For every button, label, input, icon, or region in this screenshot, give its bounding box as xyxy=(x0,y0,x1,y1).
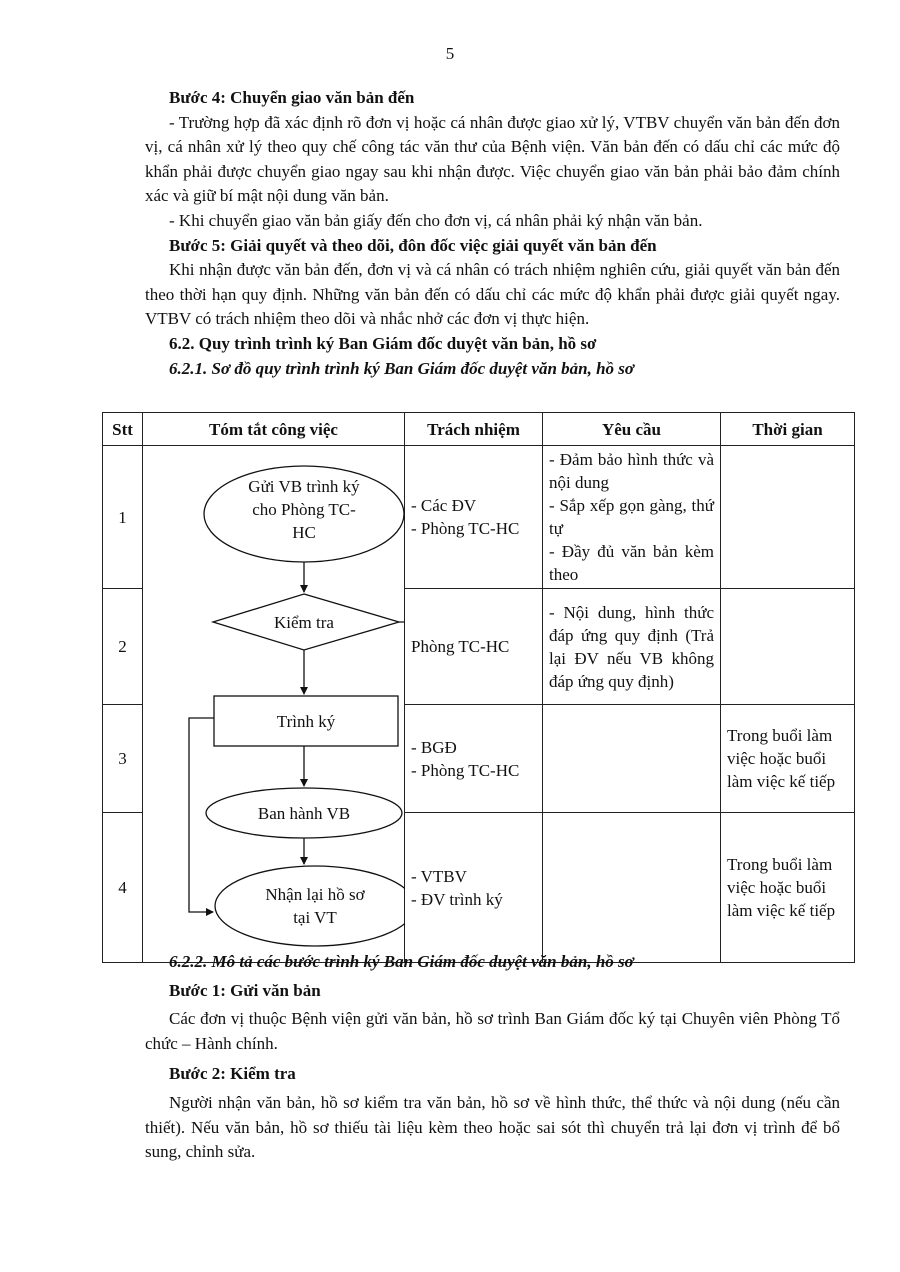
row-4-responsibility xyxy=(405,813,543,963)
step2-paragraph-1: Người nhận văn bản, hồ sơ kiểm tra văn bản, hồ sơ về hình thức, thể thức và nội dung (nếu cần thiết). Nếu văn bản, hồ sơ thiếu tài liệu kèm theo hoặc sai sót thì chuyển trả lại đơn vị trình để bổ sung, chỉnh sửa. xyxy=(145,1092,840,1162)
step1-heading: Bước 1: Gửi văn bản xyxy=(169,980,321,1000)
node-5-line-2: tại VT xyxy=(293,908,337,927)
node-1-line-2: cho Phòng TC- xyxy=(252,500,356,519)
header-requirements: Yêu cầu xyxy=(543,413,721,446)
step5-heading: Bước 5: Giải quyết và theo dõi, đôn đốc việc giải quyết văn bản đến xyxy=(169,235,657,255)
row-2-stt: 2 xyxy=(103,589,143,705)
procedure-table xyxy=(102,412,854,944)
node-5-line-1: Nhận lại hồ sơ xyxy=(265,885,365,904)
page-number: 5 xyxy=(445,44,455,63)
row-3-responsibility xyxy=(405,705,543,813)
return-loop-arrow xyxy=(399,516,405,622)
receive-file-node xyxy=(215,866,405,946)
row-3-resp-2: - Phòng TC-HC xyxy=(411,760,520,780)
flowchart-cell xyxy=(143,446,405,963)
row-3-time: Trong buổi làm việc hoặc buổi làm việc kế tiếp xyxy=(721,705,855,813)
upper-text xyxy=(145,86,840,381)
node-1-line-3: HC xyxy=(292,523,316,542)
row-1-resp-1: - Các ĐV xyxy=(411,496,477,515)
header-responsibility: Trách nhiệm xyxy=(405,413,543,446)
side-path-arrow xyxy=(189,718,214,912)
section-6-2-1-heading: 6.2.1. Sơ đồ quy trình trình ký Ban Giám đốc duyệt văn bản, hồ sơ xyxy=(169,358,635,378)
row-4-stt: 4 xyxy=(103,813,143,963)
row-4-resp-2: - ĐV trình ký xyxy=(411,889,503,909)
flowchart xyxy=(143,446,405,948)
node-2-label: Kiểm tra xyxy=(274,613,334,632)
row-2-responsibility xyxy=(405,589,543,705)
lower-text xyxy=(145,950,840,1165)
node-4-label: Ban hành VB xyxy=(257,804,351,823)
header-stt: Stt xyxy=(103,413,143,446)
table-row xyxy=(103,446,855,589)
row-4-resp-1: - VTBV xyxy=(411,866,467,886)
node-3-label: Trình ký xyxy=(276,712,336,731)
row-2-requirements: - Nội dung, hình thức đáp ứng quy định (Trả lại ĐV nếu VB không đáp ứng quy định) xyxy=(543,589,721,705)
row-2-time xyxy=(721,589,855,705)
row-1-resp-2: - Phòng TC-HC xyxy=(411,519,520,538)
header-time: Thời gian xyxy=(721,413,855,446)
row-1-responsibility xyxy=(405,446,543,589)
header-summary: Tóm tắt công việc xyxy=(143,413,405,446)
section-6-2-heading: 6.2. Quy trình trình ký Ban Giám đốc duyệt văn bản, hồ sơ xyxy=(169,333,597,353)
step4-paragraph-2: - Khi chuyển giao văn bản giấy đến cho đơn vị, cá nhân phải ký nhận văn bản. xyxy=(169,210,703,230)
node-1-line-1: Gửi VB trình ký xyxy=(248,477,360,496)
step4-heading: Bước 4: Chuyển giao văn bản đến xyxy=(169,88,415,107)
step2-heading: Bước 2: Kiểm tra xyxy=(169,1064,296,1084)
row-1-stt: 1 xyxy=(103,446,143,589)
step5-paragraph-1: Khi nhận được văn bản đến, đơn vị và cá nhân có trách nhiệm nghiên cứu, giải quyết văn bản đến theo thời hạn quy định. Những văn bản đến có dấu chỉ các mức độ khẩn phải được giải quyết ngay. VTBV có trách nhiệm theo dõi và nhắc nhở các đơn vị thực hiện. xyxy=(145,260,840,329)
row-4-requirements xyxy=(543,813,721,963)
row-3-resp-1: - BGĐ xyxy=(411,737,457,757)
row-1-requirements: - Đảm bảo hình thức và nội dung - Sắp xếp gọn gàng, thứ tự - Đầy đủ văn bản kèm theo xyxy=(543,446,721,589)
section-6-2-2-heading: 6.2.2. Mô tả các bước trình ký Ban Giám đốc duyệt văn bản, hồ sơ xyxy=(169,952,634,971)
step4-paragraph-1: - Trường hợp đã xác định rõ đơn vị hoặc cá nhân được giao xử lý, VTBV chuyển văn bản đến đơn vị, cá nhân xử lý theo quy chế công tác văn thư của Bệnh viện. Văn bản đến có dấu chỉ các mức độ khẩn phải được chuyển giao ngay sau khi nhận được. Việc chuyển giao văn bản phải bảo đảm chính xác và giữ bí mật nội dung văn bản. xyxy=(145,112,840,206)
row-2-resp-1: Phòng TC-HC xyxy=(411,637,510,656)
row-1-time xyxy=(721,446,855,589)
table-header-row xyxy=(103,413,855,446)
row-3-requirements xyxy=(543,705,721,813)
step1-paragraph-1: Các đơn vị thuộc Bệnh viện gửi văn bản, hồ sơ trình Ban Giám đốc ký tại Chuyên viên Phòng Tổ chức – Hành chính. xyxy=(145,1009,840,1053)
row-4-time: Trong buổi làm việc hoặc buổi làm việc kế tiếp xyxy=(721,813,855,963)
row-3-stt: 3 xyxy=(103,705,143,813)
